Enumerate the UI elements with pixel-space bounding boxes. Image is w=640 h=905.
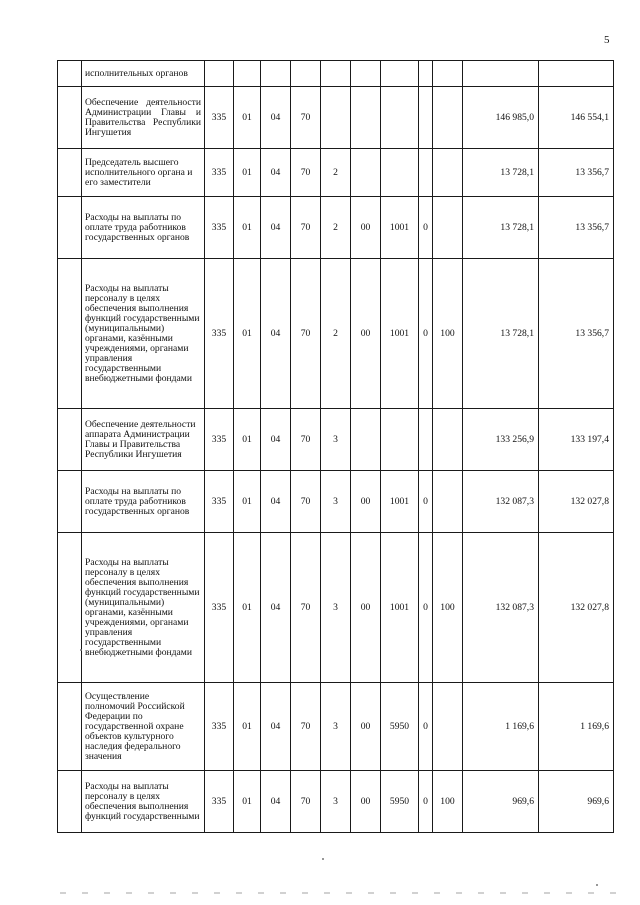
event-cell: 00 xyxy=(351,259,381,409)
section-cell: 01 xyxy=(234,409,261,471)
row-name-cell: Расходы на выплаты персоналу в целях обеспечения выполнения функций государственными xyxy=(82,771,205,833)
program-cell: 70 xyxy=(291,771,321,833)
gov-code-cell: 335 xyxy=(205,409,234,471)
row-index-cell xyxy=(58,197,82,259)
amount-executed-cell: 132 027,8 xyxy=(539,471,614,533)
subprogram-cell: 3 xyxy=(321,683,351,771)
sub-direction-cell: 0 xyxy=(419,533,433,683)
subsection-cell: 04 xyxy=(261,471,291,533)
direction-cell xyxy=(381,409,419,471)
direction-cell xyxy=(381,61,419,87)
table-row xyxy=(58,197,614,259)
gov-code-cell: 335 xyxy=(205,197,234,259)
event-cell xyxy=(351,87,381,149)
amount-2018-cell: 13 728,1 xyxy=(463,259,539,409)
amount-executed-cell: 13 356,7 xyxy=(539,259,614,409)
subsection-cell: 04 xyxy=(261,197,291,259)
direction-cell: 1001 xyxy=(381,259,419,409)
gov-code-cell: 335 xyxy=(205,259,234,409)
event-cell: 00 xyxy=(351,533,381,683)
program-cell: 70 xyxy=(291,259,321,409)
expense-type-cell xyxy=(433,61,463,87)
subsection-cell: 04 xyxy=(261,533,291,683)
section-cell: 01 xyxy=(234,771,261,833)
sub-direction-cell: 0 xyxy=(419,197,433,259)
amount-2018-cell: 132 087,3 xyxy=(463,471,539,533)
expense-type-cell xyxy=(433,409,463,471)
section-cell: 01 xyxy=(234,259,261,409)
sub-direction-cell xyxy=(419,61,433,87)
sub-direction-cell xyxy=(419,87,433,149)
subsection-cell xyxy=(261,61,291,87)
row-index-cell xyxy=(58,259,82,409)
table-row xyxy=(58,87,614,149)
table-row xyxy=(58,683,614,771)
program-cell: 70 xyxy=(291,87,321,149)
amount-executed-cell: 969,6 xyxy=(539,771,614,833)
amount-executed-cell: 13 356,7 xyxy=(539,149,614,197)
gov-code-cell: 335 xyxy=(205,471,234,533)
row-name-cell: Председатель высшего исполнительного органа и его заместители xyxy=(82,149,205,197)
event-cell xyxy=(351,61,381,87)
table-row xyxy=(58,471,614,533)
row-name-cell: Обеспечение деятельности Администрации Главы и Правительства Республики Ингушетия xyxy=(82,87,205,149)
subprogram-cell: 3 xyxy=(321,771,351,833)
direction-cell: 1001 xyxy=(381,471,419,533)
direction-cell: 1001 xyxy=(381,533,419,683)
program-cell: 70 xyxy=(291,409,321,471)
row-name-cell: Расходы на выплаты персоналу в целях обеспечения выполнения функций государственными (муниципальными) органами, казёнными учреждениями, органами управления государственными внебюджетными фондами xyxy=(82,533,205,683)
section-cell: 01 xyxy=(234,87,261,149)
expense-type-cell xyxy=(433,471,463,533)
row-index-cell xyxy=(58,87,82,149)
program-cell: 70 xyxy=(291,149,321,197)
row-name-cell: Расходы на выплаты персоналу в целях обеспечения выполнения функций государственными (муниципальными) органами, казёнными учреждениями, органами управления государственными внебюджетными фондами xyxy=(82,259,205,409)
event-cell: 00 xyxy=(351,771,381,833)
section-cell: 01 xyxy=(234,683,261,771)
event-cell xyxy=(351,149,381,197)
sub-direction-cell xyxy=(419,149,433,197)
subprogram-cell: 3 xyxy=(321,471,351,533)
subprogram-cell xyxy=(321,61,351,87)
gov-code-cell xyxy=(205,61,234,87)
amount-executed-cell: 133 197,4 xyxy=(539,409,614,471)
row-name-cell: Расходы на выплаты по оплате труда работников государственных органов xyxy=(82,197,205,259)
subprogram-cell: 3 xyxy=(321,533,351,683)
subsection-cell: 04 xyxy=(261,87,291,149)
amount-executed-cell: 13 356,7 xyxy=(539,197,614,259)
scan-artifact-line xyxy=(60,892,620,894)
program-cell: 70 xyxy=(291,683,321,771)
subsection-cell: 04 xyxy=(261,683,291,771)
scan-speck xyxy=(80,649,82,651)
subprogram-cell: 2 xyxy=(321,197,351,259)
row-index-cell xyxy=(58,533,82,683)
expense-type-cell xyxy=(433,197,463,259)
amount-2018-cell: 13 728,1 xyxy=(463,149,539,197)
section-cell xyxy=(234,61,261,87)
event-cell: 00 xyxy=(351,471,381,533)
section-cell: 01 xyxy=(234,197,261,259)
row-index-cell xyxy=(58,61,82,87)
budget-table xyxy=(57,60,614,833)
expense-type-cell: 100 xyxy=(433,533,463,683)
page-number: 5 xyxy=(604,34,610,46)
row-index-cell xyxy=(58,409,82,471)
gov-code-cell: 335 xyxy=(205,683,234,771)
scan-speck xyxy=(596,884,598,886)
subprogram-cell: 2 xyxy=(321,259,351,409)
scan-speck xyxy=(322,858,324,860)
sub-direction-cell: 0 xyxy=(419,471,433,533)
table-row xyxy=(58,533,614,683)
event-cell xyxy=(351,409,381,471)
subprogram-cell: 3 xyxy=(321,409,351,471)
program-cell: 70 xyxy=(291,471,321,533)
gov-code-cell: 335 xyxy=(205,149,234,197)
amount-2018-cell xyxy=(463,61,539,87)
amount-2018-cell: 969,6 xyxy=(463,771,539,833)
amount-2018-cell: 13 728,1 xyxy=(463,197,539,259)
amount-executed-cell xyxy=(539,61,614,87)
gov-code-cell: 335 xyxy=(205,771,234,833)
sub-direction-cell xyxy=(419,409,433,471)
expense-type-cell xyxy=(433,683,463,771)
amount-executed-cell: 132 027,8 xyxy=(539,533,614,683)
expense-type-cell: 100 xyxy=(433,771,463,833)
direction-cell xyxy=(381,149,419,197)
amount-2018-cell: 132 087,3 xyxy=(463,533,539,683)
event-cell: 00 xyxy=(351,683,381,771)
direction-cell xyxy=(381,87,419,149)
amount-2018-cell: 133 256,9 xyxy=(463,409,539,471)
table-row xyxy=(58,149,614,197)
amount-2018-cell: 1 169,6 xyxy=(463,683,539,771)
sub-direction-cell: 0 xyxy=(419,771,433,833)
section-cell: 01 xyxy=(234,471,261,533)
sub-direction-cell: 0 xyxy=(419,683,433,771)
subsection-cell: 04 xyxy=(261,149,291,197)
subsection-cell: 04 xyxy=(261,259,291,409)
gov-code-cell: 335 xyxy=(205,533,234,683)
amount-2018-cell: 146 985,0 xyxy=(463,87,539,149)
row-name-cell: Обеспечение деятельности аппарата Администрации Главы и Правительства Республики Ингушетия xyxy=(82,409,205,471)
program-cell xyxy=(291,61,321,87)
subsection-cell: 04 xyxy=(261,409,291,471)
row-index-cell xyxy=(58,771,82,833)
table-row xyxy=(58,259,614,409)
direction-cell: 5950 xyxy=(381,771,419,833)
table-row xyxy=(58,61,614,87)
direction-cell: 5950 xyxy=(381,683,419,771)
row-name-cell: исполнительных органов xyxy=(82,61,205,87)
row-name-cell: Осуществление полномочий Российской Федерации по государственной охране объектов культурного наследия федерального значения xyxy=(82,683,205,771)
table-row xyxy=(58,771,614,833)
subsection-cell: 04 xyxy=(261,771,291,833)
section-cell: 01 xyxy=(234,533,261,683)
event-cell: 00 xyxy=(351,197,381,259)
sub-direction-cell: 0 xyxy=(419,259,433,409)
expense-type-cell: 100 xyxy=(433,259,463,409)
section-cell: 01 xyxy=(234,149,261,197)
direction-cell: 1001 xyxy=(381,197,419,259)
amount-executed-cell: 1 169,6 xyxy=(539,683,614,771)
expense-type-cell xyxy=(433,87,463,149)
amount-executed-cell: 146 554,1 xyxy=(539,87,614,149)
row-index-cell xyxy=(58,149,82,197)
program-cell: 70 xyxy=(291,533,321,683)
row-index-cell xyxy=(58,471,82,533)
program-cell: 70 xyxy=(291,197,321,259)
gov-code-cell: 335 xyxy=(205,87,234,149)
table-row xyxy=(58,409,614,471)
row-index-cell xyxy=(58,683,82,771)
row-name-cell: Расходы на выплаты по оплате труда работников государственных органов xyxy=(82,471,205,533)
subprogram-cell xyxy=(321,87,351,149)
expense-type-cell xyxy=(433,149,463,197)
subprogram-cell: 2 xyxy=(321,149,351,197)
